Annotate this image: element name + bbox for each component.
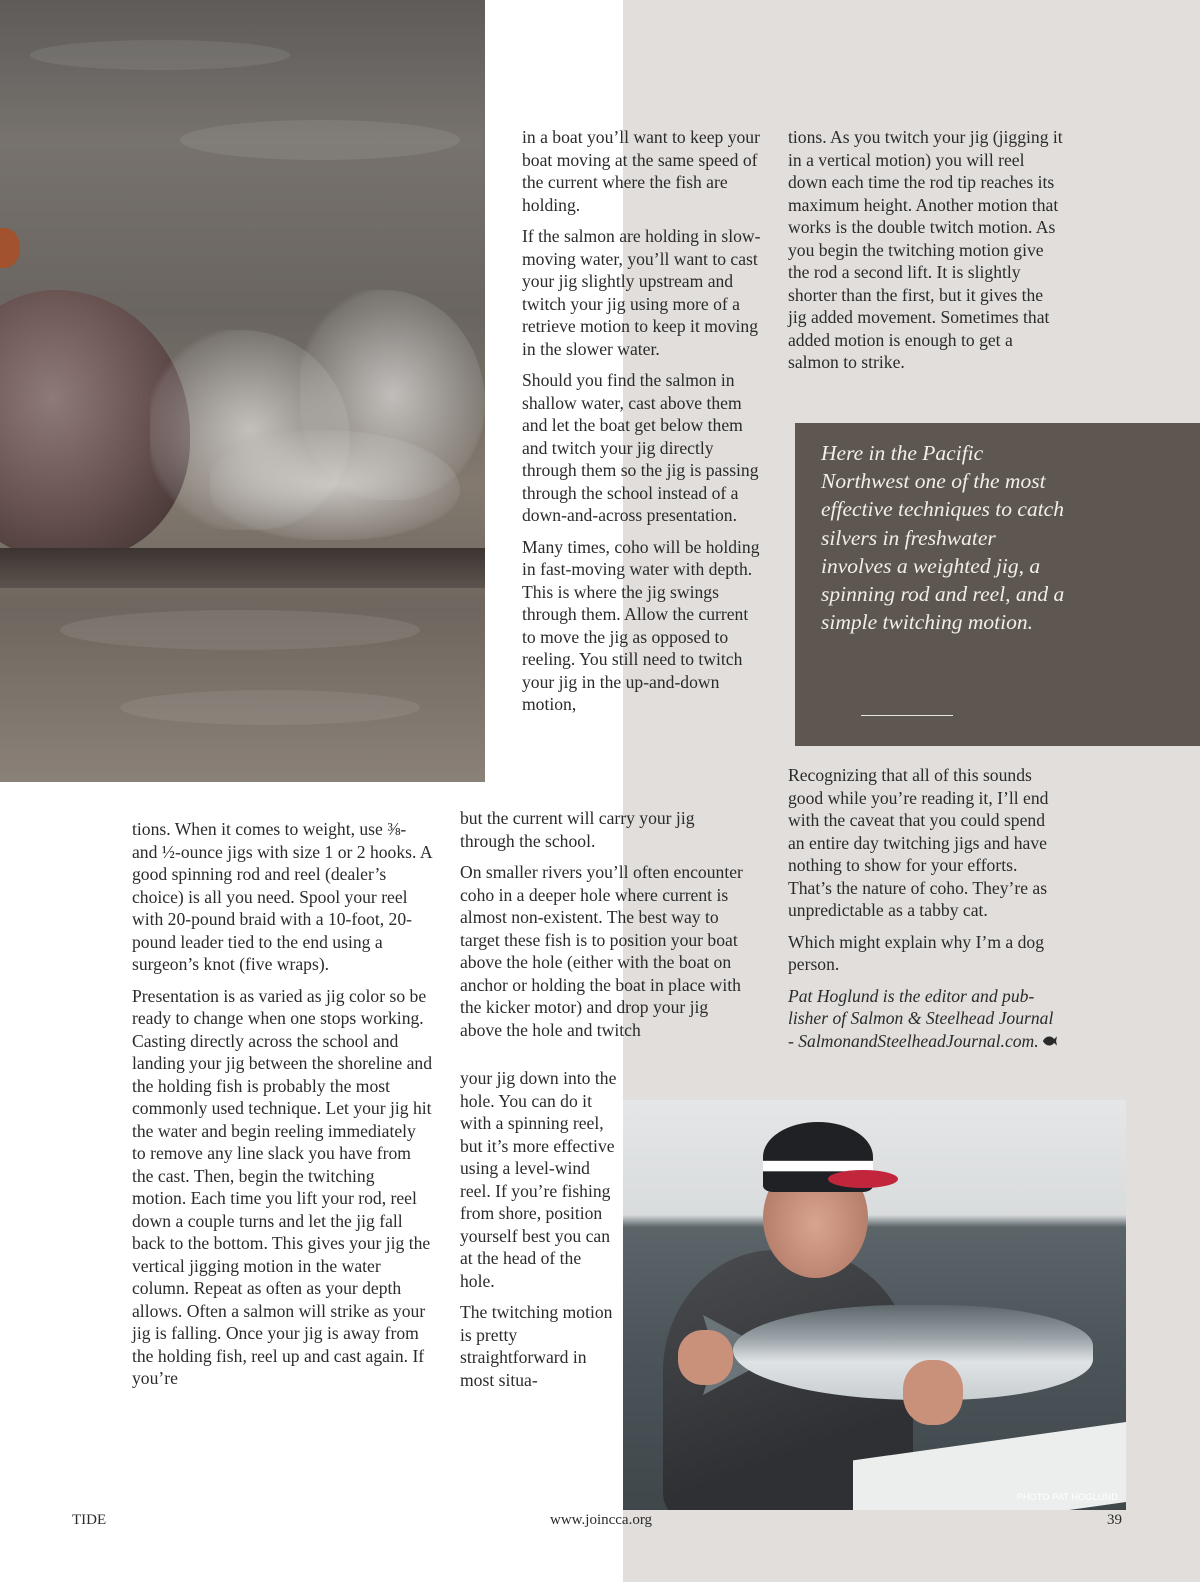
photo-credit: PHOTO PAT HOGLUND xyxy=(1016,1492,1118,1502)
footer-website-link[interactable]: www.joincca.org xyxy=(550,1512,653,1528)
paragraph: The twitching motion is pretty straightforward in most situa- xyxy=(460,1302,613,1390)
article-column-right-top xyxy=(788,126,1063,383)
paragraph: Should you find the salmon in shallow water, cast above them and let the boat get below them and twitch your jig directly through them so the jig is passing through the school instead of a down-and-across presentation. xyxy=(522,370,759,525)
footer-publication: TIDE xyxy=(72,1512,107,1528)
author-bio-text: Pat Hoglund is the editor and publisher of Salmon & Steelhead Journal - SalmonandSteelheadJournal.com. xyxy=(788,985,1054,1051)
pull-quote-rule xyxy=(861,715,953,716)
article-column-middle-narrow xyxy=(460,1067,620,1400)
pull-quote-box xyxy=(795,423,1200,746)
fish-end-mark-icon xyxy=(1042,1034,1057,1048)
paragraph: Presentation is as varied as jig color so be ready to change when one stops working. Casting directly across the school and landing your jig between the shoreline and the holding fish is probably the most commonly used technique. Let your jig hit the water and begin reeling immediately to remove any line slack you have from the cast. Then, begin the twitching motion. Each time you lift your rod, reel down a couple turns and let the jig fall back to the bottom. This gives your jig the vertical jigging motion in the water column. Repeat as often as your depth allows. Often a salmon will strike as your jig is falling. Once your jig is away from the holding fish, reel up and cast again. If you’re xyxy=(132,985,432,1388)
paragraph: tions. When it comes to weight, use ⅜- and ½-ounce jigs with size 1 or 2 hooks. A good spinning rod and reel (dealer’s choice) is all you need. Spool your reel with 20-pound braid with a 10-foot, 20-pound leader tied to the end using a surgeon’s knot (five wraps). xyxy=(132,819,432,974)
article-column-middle-bottom xyxy=(460,807,750,1050)
page-number: 39 xyxy=(1107,1512,1122,1528)
salmon-splash-photo xyxy=(0,0,485,782)
article-column-left xyxy=(132,818,432,1399)
article-column-middle-top xyxy=(522,126,762,725)
article-column-right-bottom xyxy=(788,764,1063,1061)
paragraph: Many times, coho will be holding in fast-moving water with depth. This is where the jig swings through them. Allow the current to move the jig as opposed to reeling. You still need to twitch your jig in the up-and-down motion, xyxy=(522,536,760,714)
paragraph: Recognizing that all of this sounds good while you’re reading it, I’ll end with the caveat that you could spend an entire day twitching jigs and have nothing to show for your efforts. That’s the nature of coho. They’re as unpredictable as a tabby cat. xyxy=(788,765,1049,920)
paragraph: tions. As you twitch your jig (jigging it in a vertical motion) you will reel down each time the rod tip reaches its maximum height. Another motion that works is the double twitch motion. As you begin the twitching motion give the rod a second lift. It is slightly shorter than the first, but it gives the jig added movement. Sometimes that added motion is enough to get a salmon to strike. xyxy=(788,127,1063,372)
pull-quote-text: Here in the Pacific Northwest one of the most effective techniques to catch silvers in freshwater involves a weighted jig, a spinning rod and reel, and a simple twitching motion. xyxy=(821,441,1065,635)
paragraph: in a boat you’ll want to keep your boat moving at the same speed of the current where the fish are holding. xyxy=(522,127,760,215)
paragraph: If the salmon are holding in slow-moving water, you’ll want to cast your jig slightly upstream and twitch your jig using more of a retrieve motion to keep it moving in the slower water. xyxy=(522,226,761,359)
paragraph: your jig down into the hole. You can do it with a spinning reel, but it’s more effective using a level-wind reel. If you’re fishing from shore, position yourself best you can at the head of the hole. xyxy=(460,1068,617,1291)
paragraph: On smaller rivers you’ll often encounter coho in a deeper hole where current is almost non-existent. The best way to target these fish is to position your boat above the hole (either with the boat on anchor or holding the boat in place with the kicker motor) and drop your jig above the hole and twitch xyxy=(460,862,743,1040)
author-bio xyxy=(788,985,1063,1053)
angler-holding-salmon-photo xyxy=(623,1100,1126,1510)
paragraph: but the current will carry your jig through the school. xyxy=(460,808,695,851)
paragraph: Which might explain why I’m a dog person. xyxy=(788,931,1045,974)
